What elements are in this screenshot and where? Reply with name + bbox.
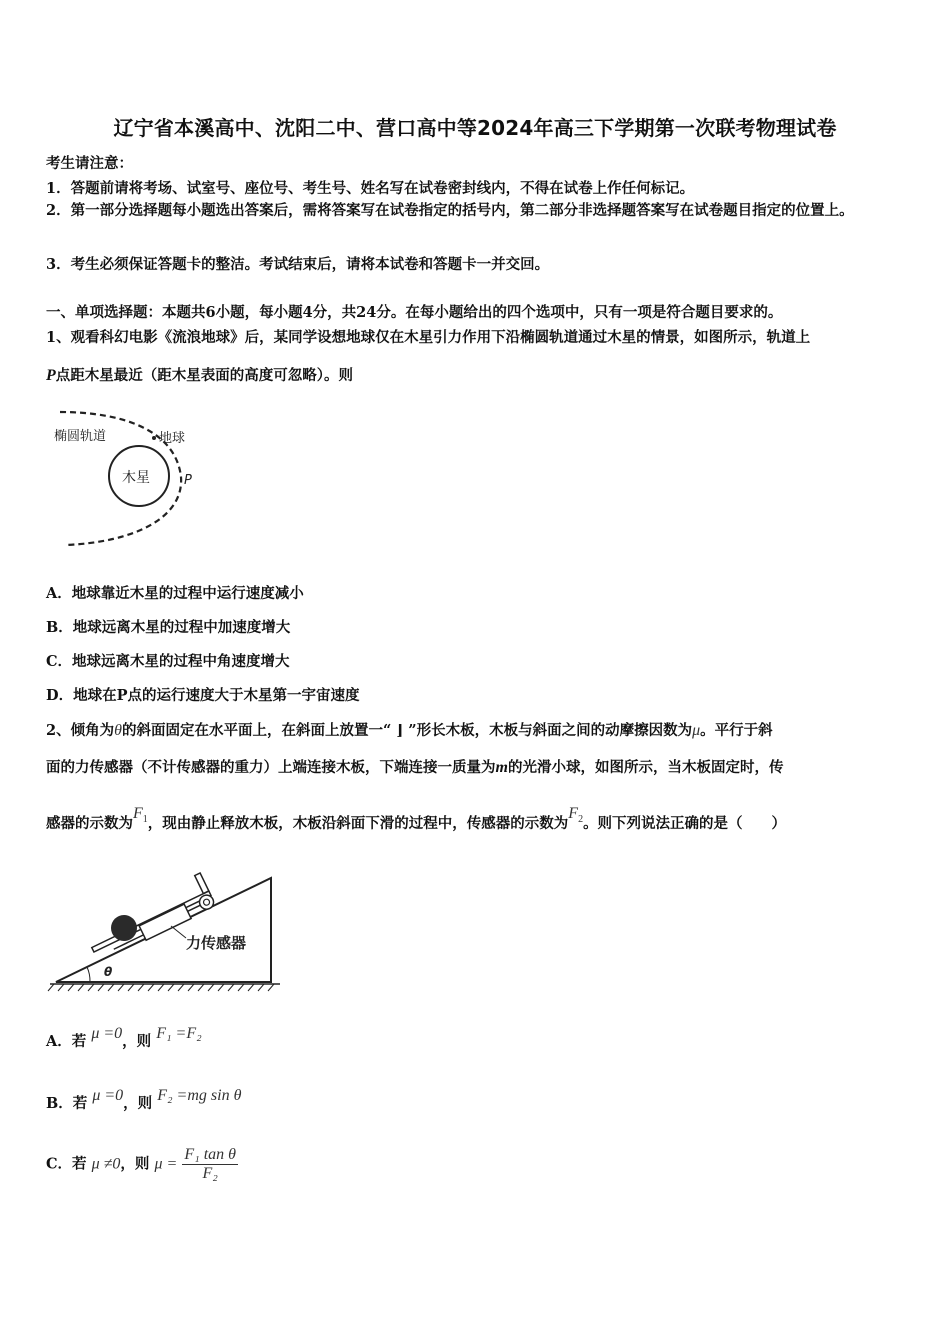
q2-option-c: C．若 μ ≠0，则 μ = $\frac{\text{F₁ tan θ}}{\text{F₂}}$ (46, 1146, 237, 1182)
notice-item-1: 1．答题前请将考场、试室号、座位号、考生号、姓名写在试卷密封线内，不得在试卷上作任何标记。 (46, 180, 695, 197)
point-p-label: P (184, 473, 192, 488)
section-heading: 一、单项选择题：本题共6小题，每小题4分，共24分。在每小题给出的四个选项中，只有一项是符合题目要求的。 (46, 304, 783, 321)
q1-stem-line2-text: 点距木星最近（距木星表面的高度可忽略）。则 (55, 367, 354, 384)
q2-stem-line2: 面的力传感器（不计传感器的重力）上端连接木板，下端连接一质量为m的光滑小球，如图所示，当木板固定时，传 (46, 759, 784, 776)
jupiter-label: 木星 (122, 470, 150, 486)
q1-point-p: P (46, 367, 56, 384)
q1-orbit-figure (46, 402, 216, 552)
q2-stem-line1: 2、倾角为θ的斜面固定在水平面上，在斜面上放置一“ ⌋ ”形长木板，木板与斜面之间的动摩擦因数为μ。平行于斜 (46, 722, 773, 739)
q1-option-c: C．地球远离木星的过程中角速度增大 (46, 653, 290, 670)
q1-option-b: B．地球远离木星的过程中加速度增大 (46, 619, 291, 636)
small-ball (111, 915, 137, 941)
sensor-label: 力传感器 (186, 934, 247, 952)
earth-label: 地球 (159, 431, 186, 446)
q2-stem-line3: 感器的示数为$F_1$，现由静止释放木板，木板沿斜面下滑的过程中，传感器的示数为$F_2$。则下列说法正确的是（ ） (46, 805, 787, 832)
notice-item-2: 2．第一部分选择题每小题选出答案后，需将答案写在试卷指定的括号内，第二部分非选择题答案写在试卷题目指定的位置上。 (46, 202, 854, 219)
q2-incline-figure (46, 864, 286, 996)
notice-item-3: 3．考生必须保证答题卡的整洁。考试结束后，请将本试卷和答题卡一并交回。 (46, 256, 550, 273)
q1-stem-line1: 1、观看科幻电影《流浪地球》后，某同学设想地球仅在木星引力作用下沿椭圆轨道通过木星的情景，如图所示，轨道上 (46, 329, 811, 346)
q2-option-c-fraction: $\frac{\text{F₁ tan θ}}{\text{F₂}}$ (184, 1146, 237, 1182)
q1-option-d: D．地球在P点的运行速度大于木星第一宇宙速度 (46, 687, 360, 704)
q1-option-a: A．地球靠近木星的过程中运行速度减小 (46, 585, 304, 602)
earth-dot (152, 436, 156, 440)
angle-label: θ (104, 965, 113, 979)
orbit-label: 椭圆轨道 (54, 429, 107, 444)
page-title: 辽宁省本溪高中、沈阳二中、营口高中等2024年高三下学期第一次联考物理试卷 (113, 116, 837, 140)
q2-option-a: A．若 μ =0，则 F₁ =F₂ (46, 1025, 202, 1050)
q1-stem-line2 (46, 364, 353, 385)
q2-option-b: B．若 μ =0，则 F₂ =mg sin θ (46, 1087, 242, 1112)
notice-heading: 考生请注意： (46, 155, 133, 172)
